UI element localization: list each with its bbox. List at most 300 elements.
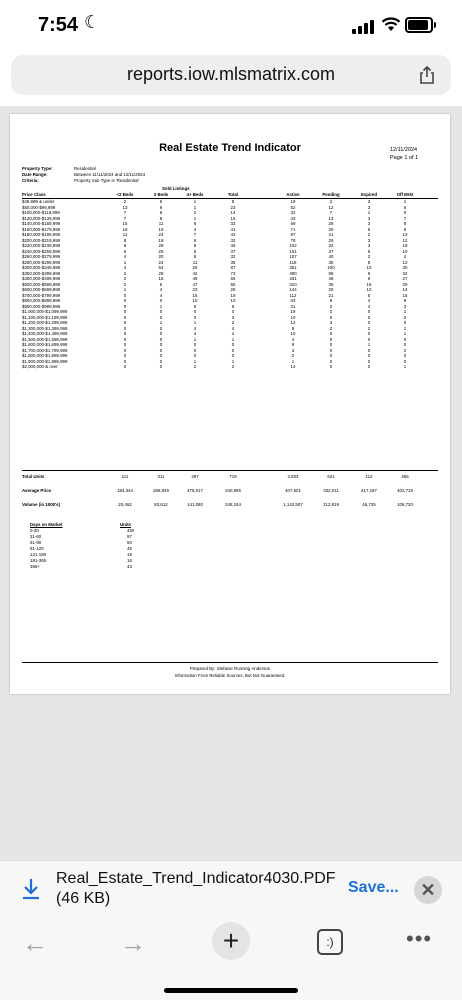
table-cell: 6: [403, 204, 407, 210]
table-cell: 71: [290, 226, 296, 232]
dom-units: 97: [127, 534, 132, 539]
dom-units: 18: [127, 552, 132, 557]
download-icon: [20, 877, 42, 901]
dom-range: 121-180: [30, 552, 47, 557]
new-tab-plus-icon[interactable]: +: [212, 922, 250, 960]
table-cell: $140,000-$159,999: [22, 221, 61, 226]
table-cell: 47: [192, 281, 198, 287]
table-cell: 0: [123, 298, 127, 303]
dom-range: 61-90: [30, 540, 42, 545]
table-cell: 11: [192, 259, 198, 265]
totals-cell: 245,154: [225, 502, 241, 507]
totals-cell: 332,011: [323, 488, 339, 493]
table-cell: 0: [159, 314, 163, 320]
table-cell: 30: [402, 265, 408, 270]
table-cell: 8: [159, 215, 163, 221]
table-cell: 0: [329, 331, 333, 336]
footer-divider: [22, 662, 438, 663]
table-cell: 7: [403, 215, 407, 221]
column-header: Expired: [360, 192, 378, 197]
column-header: Price Class: [22, 192, 46, 197]
download-file-info: [56, 869, 336, 909]
totals-cell: 417,187: [361, 488, 377, 493]
table-cell: 2: [367, 254, 371, 259]
table-cell: 2: [193, 210, 197, 215]
home-indicator[interactable]: [164, 988, 298, 993]
table-cell: 1: [159, 303, 163, 309]
table-cell: 8: [231, 199, 235, 204]
table-cell: $1,400,000-$1,499,999: [22, 331, 68, 336]
table-cell: 351: [289, 265, 297, 270]
table-cell: 42: [192, 270, 198, 276]
table-cell: 8: [193, 254, 197, 259]
meta-date-range: Date Range: Between 11/11/2024 and 12/11/2024: [22, 172, 146, 177]
table-cell: 9: [159, 204, 163, 210]
column-header: 4+ Beds: [186, 192, 204, 197]
totals-cell: 297: [191, 474, 199, 479]
table-cell: 2: [403, 314, 407, 320]
table-cell: 15: [402, 292, 408, 298]
table-cell: 63: [290, 298, 296, 303]
table-cell: 45: [230, 243, 236, 248]
table-cell: 24: [158, 232, 164, 237]
table-cell: 1: [193, 215, 197, 221]
table-cell: 10: [366, 265, 372, 270]
table-cell: 19: [230, 292, 236, 298]
pdf-viewer[interactable]: [0, 106, 462, 860]
table-cell: 0: [159, 325, 163, 331]
table-cell: 32: [230, 221, 236, 226]
table-cell: 4: [159, 292, 163, 298]
table-cell: 49: [192, 276, 198, 281]
table-cell: 310: [289, 281, 297, 287]
table-cell: 14: [290, 364, 296, 369]
table-cell: $200,000-$219,999: [22, 237, 61, 243]
table-cell: 4: [123, 265, 127, 270]
table-cell: 8: [123, 237, 127, 243]
column-header: Off Mrkt: [396, 192, 414, 197]
battery-icon: [405, 17, 433, 33]
totals-cell: 20,462: [118, 502, 132, 507]
table-cell: 14: [230, 210, 236, 215]
table-cell: 3: [231, 314, 235, 320]
disclaimer: Information From Reliable Sources, But Not Guaranteed.: [174, 673, 286, 678]
table-cell: 2: [193, 364, 197, 369]
table-cell: 11: [158, 221, 164, 226]
totals-cell: 402,719: [397, 488, 413, 493]
table-cell: 7: [329, 210, 333, 215]
table-cell: 3: [367, 237, 371, 243]
table-cell: 29: [192, 265, 198, 270]
table-cell: 78: [290, 237, 296, 243]
forward-arrow-icon[interactable]: →: [120, 928, 146, 958]
table-cell: 42: [230, 232, 236, 237]
totals-cell: 475,017: [187, 488, 203, 493]
tabs-icon[interactable]: :): [317, 929, 343, 955]
table-cell: 19: [290, 309, 296, 314]
table-cell: $220,000-$239,999: [22, 243, 61, 248]
close-icon[interactable]: ✕: [414, 876, 442, 904]
meta-criteria: Criteria: Property Sub Type is 'Residential': [22, 178, 140, 183]
totals-cell: 340,965: [225, 488, 241, 493]
column-header: Pending: [322, 192, 340, 197]
table-cell: 25: [328, 287, 334, 292]
table-cell: $1,600,000-$1,699,999: [22, 342, 68, 347]
table-cell: 2: [123, 199, 127, 204]
table-cell: 66: [230, 276, 236, 281]
table-cell: $350,000-$399,999: [22, 270, 61, 276]
table-cell: 23: [192, 287, 198, 292]
table-cell: 101: [289, 248, 297, 254]
table-cell: 12: [328, 204, 334, 210]
table-cell: 9: [403, 298, 407, 303]
table-cell: 0: [403, 353, 407, 358]
table-cell: 4: [193, 325, 197, 331]
table-cell: 0: [231, 353, 235, 358]
table-cell: $900,000-$999,999: [22, 303, 61, 309]
table-cell: 0: [193, 342, 197, 347]
table-cell: 0: [193, 347, 197, 353]
table-cell: $800,000-$899,999: [22, 298, 61, 303]
table-cell: $600,000-$699,999: [22, 287, 61, 292]
table-cell: $500,000-$599,999: [22, 281, 61, 287]
table-cell: 10: [366, 287, 372, 292]
table-cell: 4: [159, 287, 163, 292]
totals-cell: 46,725: [362, 502, 376, 507]
dom-units: 45: [127, 546, 132, 551]
table-cell: 2: [231, 364, 235, 369]
cellular-signal-icon: [352, 20, 378, 34]
table-cell: 18: [122, 226, 128, 232]
download-filename: Real_Estate_Trend_Indicator4030.PDF: [56, 870, 336, 887]
table-cell: 0: [123, 353, 127, 358]
table-cell: 0: [123, 320, 127, 325]
table-cell: 1: [231, 358, 235, 364]
table-cell: $260,000-$279,999: [22, 254, 61, 259]
table-cell: 4: [291, 336, 295, 342]
meta-property-type: Property Type: Residential: [22, 166, 96, 171]
table-cell: 24: [158, 259, 164, 265]
table-cell: 1: [403, 331, 407, 336]
table-cell: 23: [230, 204, 236, 210]
sold-listings-header: Sold Listings: [162, 186, 190, 191]
table-cell: 2: [329, 309, 333, 314]
totals-cell: 1,142,507: [283, 502, 303, 507]
table-cell: 4: [193, 331, 197, 336]
table-cell: 0: [159, 336, 163, 342]
table-cell: 0: [329, 314, 333, 320]
table-cell: 8: [123, 243, 127, 248]
table-cell: $160,000-$179,999: [22, 226, 61, 232]
table-cell: 118: [289, 259, 297, 265]
table-cell: 8: [193, 243, 197, 248]
table-cell: 0: [329, 347, 333, 353]
table-cell: 0: [193, 353, 197, 358]
table-cell: 0: [367, 364, 371, 369]
table-cell: 9: [403, 221, 407, 226]
table-cell: 9: [329, 298, 333, 303]
wifi-icon: [381, 16, 401, 37]
table-cell: 29: [158, 243, 164, 248]
table-cell: 31: [328, 232, 334, 237]
table-cell: 0: [193, 309, 197, 314]
table-cell: 4: [367, 303, 371, 309]
table-cell: 32: [290, 210, 296, 215]
table-cell: 55: [230, 281, 236, 287]
table-cell: 1: [403, 364, 407, 369]
table-cell: $1,200,000-$1,299,999: [22, 320, 68, 325]
totals-cell: 641: [327, 474, 335, 479]
table-cell: 3: [367, 204, 371, 210]
table-cell: 29: [328, 237, 334, 243]
table-cell: 3: [193, 314, 197, 320]
table-cell: $1,500,000-$1,599,999: [22, 336, 68, 342]
table-cell: 2: [367, 325, 371, 331]
table-cell: 29: [158, 270, 164, 276]
dom-units: 50: [127, 540, 132, 545]
table-cell: 37: [328, 248, 334, 254]
table-cell: 0: [159, 347, 163, 353]
table-cell: 5: [367, 248, 371, 254]
totals-cell: 268,849: [153, 488, 169, 493]
table-cell: 32: [230, 254, 236, 259]
table-cell: 41: [230, 226, 236, 232]
table-cell: 0: [123, 314, 127, 320]
table-cell: 29: [402, 281, 408, 287]
table-cell: 15: [158, 276, 164, 281]
table-cell: 0: [159, 353, 163, 358]
totals-cell: 719: [229, 474, 237, 479]
table-cell: 10: [402, 248, 408, 254]
totals-cell: 2,803: [287, 474, 299, 479]
table-cell: 40: [328, 254, 334, 259]
table-cell: 5: [159, 210, 163, 215]
table-cell: 0: [159, 309, 163, 314]
table-cell: 0: [123, 325, 127, 331]
table-cell: 8: [291, 325, 295, 331]
table-cell: 6: [123, 248, 127, 254]
table-cell: 28: [230, 287, 236, 292]
table-cell: 2: [329, 325, 333, 331]
table-cell: 1: [159, 320, 163, 325]
table-cell: 2: [123, 281, 127, 287]
share-icon[interactable]: [417, 65, 437, 85]
table-cell: 0: [367, 353, 371, 358]
table-cell: 3: [367, 221, 371, 226]
table-cell: $1,000,000-$1,099,999: [22, 309, 68, 314]
table-cell: 37: [230, 248, 236, 254]
table-cell: $400,000-$499,999: [22, 276, 61, 281]
table-cell: 6: [193, 248, 197, 254]
report-page-number: Page 1 of 1: [390, 155, 419, 161]
more-menu-icon[interactable]: •••: [406, 926, 433, 951]
table-cell: 10: [192, 298, 198, 303]
table-cell: 52: [290, 204, 296, 210]
table-cell: 0: [159, 342, 163, 347]
dom-units: 450: [127, 528, 135, 533]
table-cell: 5: [367, 292, 371, 298]
totals-cell: 83,612: [154, 502, 168, 507]
table-cell: $1,900,000-$1,999,999: [22, 358, 68, 364]
totals-cell: 111: [121, 474, 129, 479]
table-cell: $280,000-$299,999: [22, 259, 61, 265]
table-cell: 8: [367, 259, 371, 265]
table-cell: $180,000-$199,999: [22, 232, 61, 237]
totals-cell: 112: [365, 474, 373, 479]
table-cell: 6: [367, 226, 371, 232]
table-cell: $50,000-$99,999: [22, 204, 56, 210]
table-cell: 0: [159, 358, 163, 364]
table-cell: 12: [402, 237, 408, 243]
table-cell: 12: [402, 259, 408, 265]
prepared-by: Prepared By: Stefanie Running Anderson: [189, 666, 271, 671]
table-cell: 100: [327, 265, 335, 270]
totals-cell: Volume (in 1000's): [22, 502, 61, 507]
table-cell: 0: [329, 364, 333, 369]
table-cell: 0: [367, 314, 371, 320]
back-arrow-icon[interactable]: ←: [22, 928, 48, 958]
table-cell: 0: [159, 298, 163, 303]
table-cell: 6: [193, 221, 197, 226]
table-cell: 9: [367, 270, 371, 276]
totals-cell: 141,080: [187, 502, 203, 507]
table-cell: $240,000-$259,999: [22, 248, 61, 254]
dom-units: 16: [127, 558, 132, 563]
table-cell: 0: [403, 342, 407, 347]
totals-cell: 212,819: [323, 502, 339, 507]
table-cell: 0: [123, 292, 127, 298]
table-cell: $1,700,000-$1,799,999: [22, 347, 68, 353]
table-cell: 331: [289, 276, 297, 281]
column-header: Total: [227, 192, 239, 197]
table-cell: 0: [329, 353, 333, 358]
table-cell: 54: [158, 265, 164, 270]
dom-range: 0-30: [30, 528, 39, 533]
table-cell: 15: [192, 292, 198, 298]
table-cell: 6: [403, 226, 407, 232]
table-cell: 4: [231, 331, 235, 336]
totals-cell: 106,720: [397, 502, 413, 507]
dom-range: 366+: [30, 564, 40, 569]
table-cell: 13: [122, 204, 128, 210]
dom-header-units: Units: [120, 522, 131, 527]
dom-range: 181-365: [30, 558, 47, 563]
totals-cell: 265: [401, 474, 409, 479]
table-cell: 0: [123, 331, 127, 336]
dom-range: 91-120: [30, 546, 44, 551]
table-cell: 19: [158, 226, 164, 232]
table-cell: 98: [328, 270, 334, 276]
table-cell: 35: [328, 259, 334, 265]
table-cell: 102: [289, 243, 297, 248]
table-cell: 1: [403, 309, 407, 314]
table-cell: 0: [123, 347, 127, 353]
table-cell: 3: [403, 303, 407, 309]
table-cell: 32: [328, 243, 334, 248]
table-cell: 30: [328, 226, 334, 232]
table-cell: 0: [123, 309, 127, 314]
column-header: <2 Beds: [116, 192, 134, 197]
table-cell: 2: [329, 303, 333, 309]
table-cell: 1: [403, 325, 407, 331]
table-cell: 3: [367, 243, 371, 248]
table-cell: 0: [367, 336, 371, 342]
table-cell: 12: [290, 320, 296, 325]
table-cell: 9: [291, 342, 295, 347]
table-cell: 107: [289, 254, 297, 259]
table-cell: $1,300,000-$1,399,999: [22, 325, 68, 331]
table-cell: 3: [367, 199, 371, 204]
table-cell: 0: [123, 358, 127, 364]
url-text[interactable]: reports.iow.mlsmatrix.com: [126, 64, 336, 84]
table-cell: $1,800,000-$1,899,999: [22, 353, 68, 358]
table-cell: 32: [230, 237, 236, 243]
table-cell: 0: [367, 309, 371, 314]
table-cell: 18: [158, 237, 164, 243]
download-size: (46 KB): [56, 890, 111, 907]
table-cell: 0: [403, 336, 407, 342]
table-cell: 0: [367, 320, 371, 325]
download-bar: [0, 860, 462, 923]
table-cell: 0: [403, 210, 407, 215]
table-cell: 0: [367, 331, 371, 336]
table-cell: 490: [289, 270, 297, 276]
report-title: Real Estate Trend Indicator: [159, 142, 301, 154]
table-cell: 0: [367, 347, 371, 353]
table-cell: 13: [402, 232, 408, 237]
table-cell: 1: [193, 336, 197, 342]
table-cell: 73: [230, 270, 236, 276]
table-cell: $2,000,000 & over: [22, 364, 58, 369]
table-cell: 1: [403, 199, 407, 204]
table-cell: 5: [159, 199, 163, 204]
dom-header-label: Days on Market: [30, 522, 63, 527]
table-cell: 14: [402, 287, 408, 292]
table-cell: 1: [193, 358, 197, 364]
column-header: 3 Beds: [153, 192, 169, 197]
pdf-page: [10, 114, 450, 694]
table-cell: $120,000-$139,999: [22, 215, 61, 221]
table-cell: 20: [158, 254, 164, 259]
totals-cell: Average Price: [22, 488, 52, 493]
totals-cell: 407,601: [285, 488, 301, 493]
table-cell: 0: [123, 303, 127, 309]
table-cell: 1: [367, 210, 371, 215]
save-button[interactable]: Save...: [348, 879, 399, 896]
table-cell: 2: [367, 232, 371, 237]
table-cell: 1: [123, 287, 127, 292]
table-cell: 10: [290, 331, 296, 336]
table-cell: 87: [230, 265, 236, 270]
status-time: 7:54: [38, 14, 79, 36]
table-cell: 0: [403, 320, 407, 325]
table-cell: 15: [122, 221, 128, 226]
address-bar[interactable]: [11, 55, 451, 95]
table-cell: 13: [328, 215, 334, 221]
table-cell: 1: [193, 199, 197, 204]
table-cell: 1: [367, 342, 371, 347]
table-cell: 7: [123, 210, 127, 215]
table-cell: 69: [290, 221, 296, 226]
table-cell: $300,000-$349,999: [22, 265, 61, 270]
table-cell: 2: [291, 353, 295, 358]
table-cell: 48: [328, 276, 334, 281]
table-cell: 4: [403, 254, 407, 259]
table-cell: 1: [123, 259, 127, 265]
table-cell: 3: [329, 320, 333, 325]
column-header: Active: [286, 192, 300, 197]
table-cell: 10: [230, 298, 236, 303]
